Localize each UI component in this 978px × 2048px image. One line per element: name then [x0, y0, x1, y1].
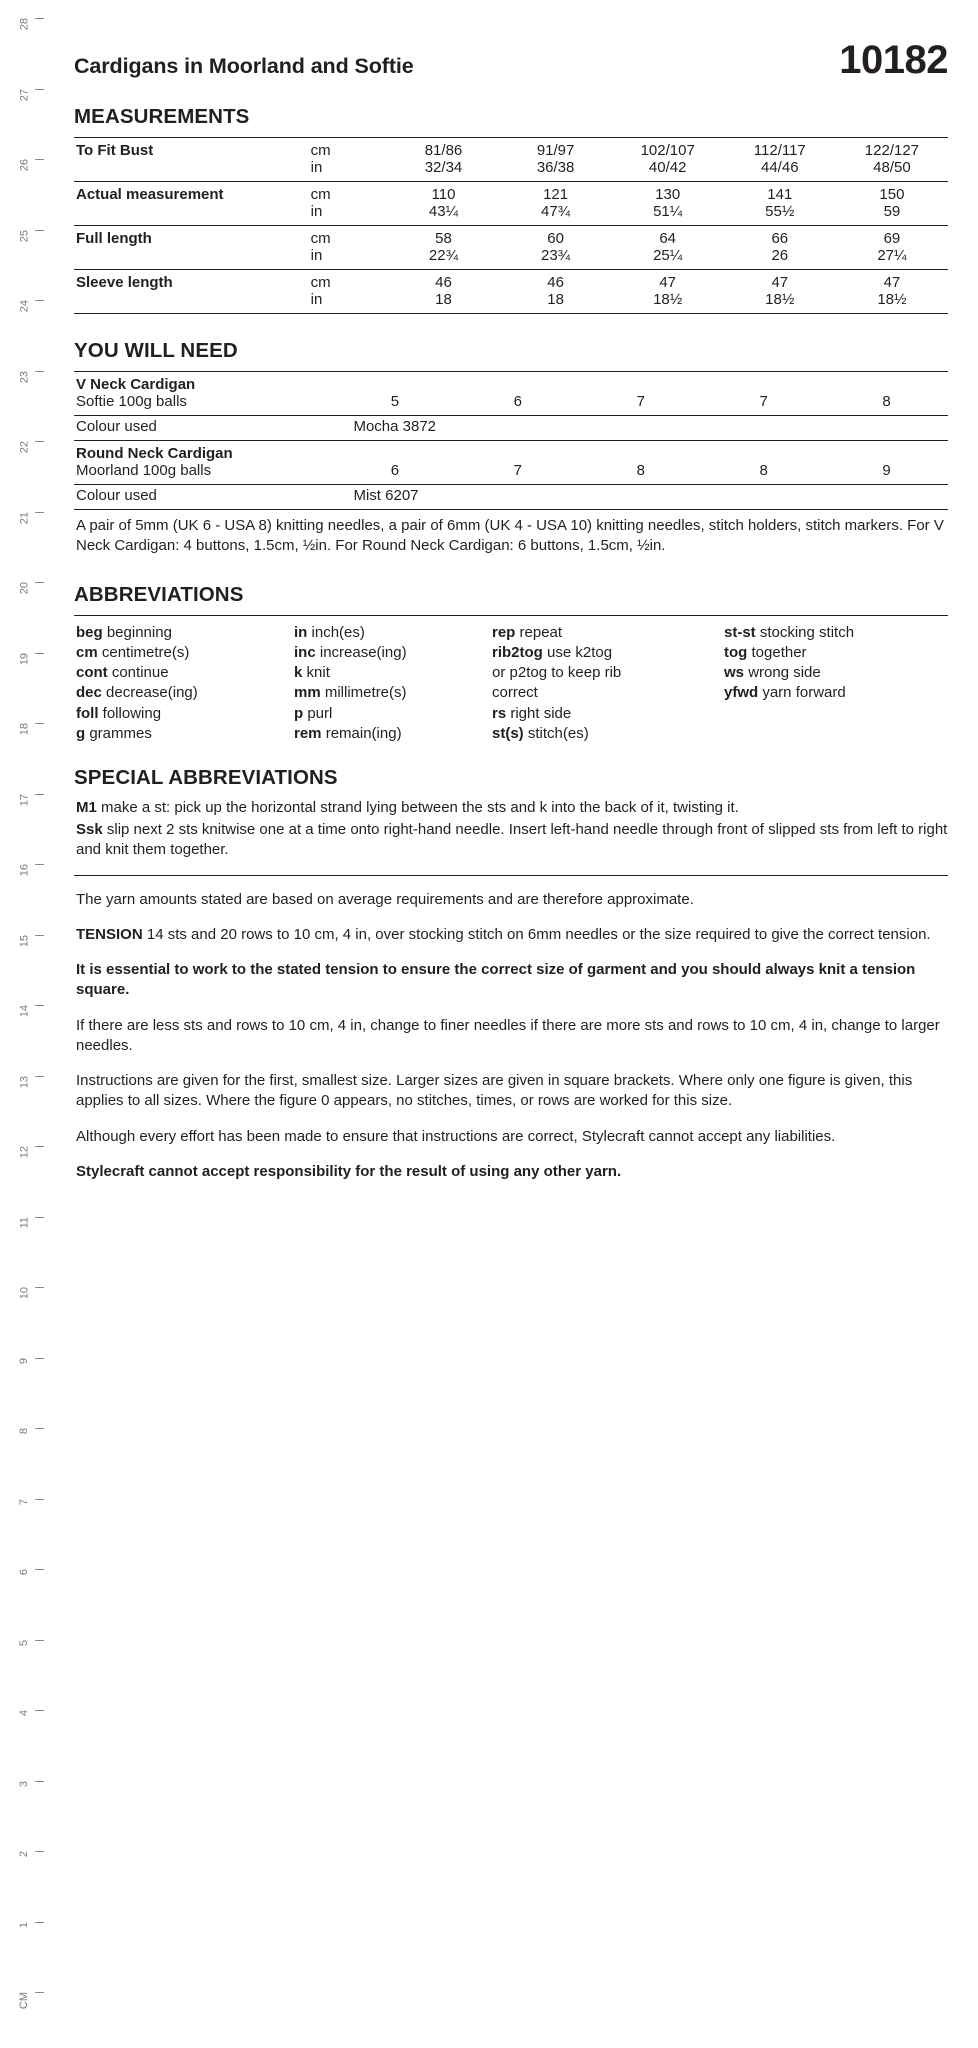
v-neck-balls: 6	[513, 393, 522, 410]
abbreviation-item	[294, 623, 490, 643]
round-neck-balls: 9	[882, 462, 891, 479]
abbreviation-item	[294, 704, 490, 724]
ruler-tick	[0, 717, 46, 736]
abbreviation-item	[76, 623, 292, 643]
table-row	[74, 462, 948, 485]
ruler-tick	[0, 929, 46, 947]
ruler-tick-label: 28	[18, 18, 30, 31]
ruler-tick-mark	[35, 1569, 44, 1570]
measurement-value: 47¾	[540, 203, 571, 220]
ruler-tick-mark	[35, 935, 44, 936]
ruler-tick-label: 21	[18, 511, 30, 524]
tension-label: TENSION	[76, 925, 143, 943]
special-abbreviation-def: slip next 2 sts knitwise one at a time onto right-hand needle. Insert left-hand needle through front of slipped sts from left to right and knit them together.	[76, 821, 948, 859]
ruler-tick-label: 15	[18, 934, 30, 947]
abbreviation-item	[76, 683, 292, 703]
abbreviation-item	[492, 683, 722, 703]
abbreviation-item	[492, 724, 722, 744]
ruler-tick-mark	[35, 18, 44, 19]
abbreviation-item	[294, 663, 490, 683]
abbreviation-def: grammes	[89, 724, 152, 742]
note-needle-size: If there are less sts and rows to 10 cm, 4 in, change to finer needles if there are more sts and rows to 10 cm, 4 in, change to larger needles.	[76, 1016, 940, 1054]
measurement-value: 112/117	[724, 138, 836, 160]
general-notes	[74, 876, 948, 1183]
ruler-tick-label: 19	[18, 652, 30, 665]
abbreviation-term: cont	[76, 664, 108, 682]
ruler-tick	[0, 153, 46, 172]
unit-cm: cm	[311, 138, 388, 160]
ruler-tick	[0, 1845, 46, 1859]
ruler-tick-label: 17	[18, 793, 30, 806]
round-neck-colour-value: Mist 6207	[333, 485, 948, 510]
abbreviation-def: right side	[510, 704, 572, 722]
ruler-tick-mark	[35, 89, 44, 90]
abbreviation-term: beg	[76, 623, 103, 641]
table-row	[74, 485, 948, 510]
measurement-label: Actual measurement	[74, 182, 311, 226]
abbreviation-def: yarn forward	[762, 684, 846, 702]
ruler-tick-mark	[35, 864, 44, 865]
page-title: Cardigans in Moorland and Softie	[74, 54, 414, 78]
ruler-tick	[0, 1422, 46, 1436]
ruler-tick	[0, 999, 46, 1018]
measurement-value: 48/50	[873, 159, 911, 176]
abbreviation-def: decrease(ing)	[106, 684, 198, 702]
ruler-tick-label: CM	[18, 1992, 30, 2010]
ruler-tick-mark	[35, 1076, 44, 1077]
special-abbreviations-list	[74, 798, 948, 861]
note-liability: Although every effort has been made to ensure that instructions are correct, Stylecraft cannot accept any liabilities.	[76, 1127, 836, 1145]
table-row	[74, 393, 948, 416]
abbreviation-term: st-st	[724, 623, 756, 641]
v-neck-yarn-label: Softie 100g balls	[76, 393, 187, 410]
unit-in: in	[310, 291, 323, 308]
abbreviation-item	[492, 663, 722, 683]
abbreviation-def: stocking stitch	[759, 623, 855, 641]
ruler-tick-mark	[35, 582, 44, 583]
abbreviation-def: use k2tog	[542, 644, 613, 662]
measurement-value: 25¼	[653, 247, 683, 264]
ruler-strip	[0, 0, 46, 2048]
measurement-value: 44/46	[761, 159, 799, 176]
ruler-tick-mark	[35, 441, 44, 442]
measurement-value: 130	[612, 182, 724, 204]
ruler-tick	[0, 1211, 46, 1228]
table-row	[74, 138, 948, 160]
table-row	[74, 416, 948, 441]
abbreviation-item	[724, 623, 942, 643]
abbreviation-item	[76, 704, 292, 724]
measurement-value: 18	[435, 291, 452, 308]
ruler-tick	[0, 1140, 46, 1159]
special-abbreviation-item	[76, 798, 948, 818]
table-row	[74, 226, 948, 248]
abbreviation-term: g	[76, 724, 86, 742]
abbreviation-term: mm	[294, 684, 321, 702]
v-neck-title: V Neck Cardigan	[74, 372, 948, 394]
abbreviation-def: inch(es)	[311, 623, 365, 641]
measurement-value: 27¼	[877, 247, 907, 264]
measurement-value: 51¼	[653, 203, 683, 220]
ruler-tick-label: 9	[18, 1357, 30, 1364]
ruler-tick-label: 24	[18, 300, 30, 313]
round-neck-colour-label: Colour used	[74, 485, 333, 510]
measurements-table	[74, 137, 948, 314]
ruler-tick	[0, 1352, 46, 1366]
abbreviation-def: or p2tog to keep rib	[492, 664, 622, 682]
ruler-tick-mark	[35, 1851, 44, 1852]
ruler-tick-label: 10	[18, 1287, 30, 1300]
abbreviation-term: inc	[294, 644, 316, 662]
abbreviation-term: foll	[76, 704, 99, 722]
ruler-tick-mark	[35, 1005, 44, 1006]
special-abbreviation-term: Ssk	[76, 821, 103, 839]
ruler-tick-label: 26	[18, 159, 30, 172]
ruler-tick-mark	[35, 1781, 44, 1782]
abbreviations-heading: ABBREVIATIONS	[74, 582, 244, 606]
ruler-tick-label: 11	[18, 1216, 30, 1228]
abbreviation-term: rs	[492, 704, 507, 722]
abbreviations-list	[74, 615, 948, 744]
abbreviation-item	[294, 724, 490, 744]
unit-cm: cm	[311, 226, 388, 248]
ruler-tick	[0, 1281, 46, 1300]
abbreviation-def: knit	[306, 664, 330, 682]
abbreviations-column	[490, 623, 722, 744]
ruler-tick-mark	[35, 230, 44, 231]
round-neck-balls: 7	[513, 462, 522, 479]
abbreviation-item	[492, 623, 722, 643]
special-abbreviation-item	[76, 820, 948, 861]
ruler-tick-label: 6	[18, 1569, 30, 1576]
abbreviation-def: following	[102, 704, 162, 722]
ruler-tick-label: 23	[18, 370, 30, 383]
ruler-tick	[0, 83, 46, 101]
special-abbreviation-def: make a st: pick up the horizontal strand lying between the sts and k into the back of it, twisting it.	[96, 798, 739, 816]
measurement-value: 32/34	[424, 159, 463, 176]
abbreviation-item	[76, 643, 292, 663]
abbreviation-item	[724, 683, 942, 703]
abbreviation-term: dec	[76, 684, 102, 702]
measurement-value: 66	[724, 226, 836, 248]
ruler-tick-label: 16	[18, 864, 30, 877]
abbreviation-term: p	[294, 704, 304, 722]
needles-and-notions: A pair of 5mm (UK 6 - USA 8) knitting needles, a pair of 6mm (UK 4 - USA 10) knitting needles, stitch holders, stitch markers. For V Neck Cardigan: 4 buttons, 1.5cm, ½in. For Round Neck Cardigan: 6 buttons, 1.5cm, ½in.	[76, 517, 944, 554]
abbreviation-def: remain(ing)	[325, 724, 402, 742]
abbreviation-item	[724, 663, 942, 683]
ruler-tick	[0, 1493, 46, 1507]
ruler-tick	[0, 1775, 46, 1789]
table-row	[74, 441, 948, 463]
table-bottom-rule	[74, 314, 948, 315]
abbreviation-def: repeat	[519, 623, 563, 641]
ruler-tick-label: 18	[18, 723, 30, 736]
note-tension	[76, 925, 948, 945]
ruler-tick-mark	[35, 1217, 44, 1218]
abbreviation-item	[492, 643, 722, 663]
measurement-value: 47	[724, 270, 836, 292]
ruler-tick-label: 8	[18, 1428, 30, 1435]
table-row	[74, 372, 948, 394]
ruler-tick-label: 5	[18, 1639, 30, 1646]
ruler-tick-mark	[35, 1640, 44, 1641]
measurement-value: 81/86	[387, 138, 499, 160]
table-row	[74, 270, 948, 292]
note-sizes: Instructions are given for the first, smallest size. Larger sizes are given in square brackets. Where only one figure is given, this applies to all sizes. Where the figure 0 appears, no stitches, times, or rows are worked for this size.	[76, 1072, 913, 1110]
measurement-value: 47	[612, 270, 724, 292]
measurement-value: 141	[724, 182, 836, 204]
measurement-value: 69	[836, 226, 948, 248]
ruler-tick-label: 20	[18, 582, 30, 595]
v-neck-balls: 7	[636, 393, 645, 410]
ruler-tick	[0, 788, 46, 806]
measurement-value: 60	[500, 226, 612, 248]
abbreviation-def: correct	[492, 684, 538, 702]
measurement-value: 46	[500, 270, 612, 292]
measurement-value: 47	[836, 270, 948, 292]
measurement-value: 122/127	[836, 138, 948, 160]
ruler-tick-label: 13	[18, 1075, 30, 1088]
ruler-tick	[0, 647, 46, 665]
measurement-value: 26	[771, 247, 789, 264]
ruler-tick-mark	[35, 1499, 44, 1500]
measurement-value: 91/97	[500, 138, 612, 160]
measurement-value: 59	[883, 203, 901, 220]
measurement-label: Sleeve length	[74, 270, 311, 314]
abbreviation-term: ws	[724, 664, 745, 682]
ruler-tick-label: 25	[18, 229, 30, 242]
tension-text: 14 sts and 20 rows to 10 cm, 4 in, over stocking stitch on 6mm needles or the size required to give the correct tension.	[142, 925, 931, 943]
measurement-value: 18½	[765, 291, 795, 308]
ruler-tick-mark	[35, 159, 44, 160]
v-neck-balls: 5	[390, 393, 400, 410]
abbreviation-def: together	[751, 644, 807, 662]
abbreviation-term: tog	[724, 644, 748, 662]
ruler-tick	[0, 1704, 46, 1718]
abbreviation-term: k	[294, 664, 303, 682]
ruler-tick-mark	[35, 371, 44, 372]
unit-in: in	[310, 247, 323, 264]
abbreviation-item	[76, 663, 292, 683]
measurement-value: 23¾	[540, 247, 571, 264]
abbreviation-def: continue	[111, 664, 169, 682]
ruler-tick	[0, 506, 46, 524]
abbreviation-def: increase(ing)	[319, 644, 407, 662]
ruler-tick	[0, 435, 46, 454]
abbreviation-def: centimetre(s)	[101, 644, 190, 662]
ruler-tick	[0, 1563, 46, 1577]
abbreviation-term: rib2tog	[492, 644, 543, 662]
ruler-tick	[0, 12, 46, 31]
ruler-tick-label: 1	[18, 1921, 30, 1928]
unit-cm: cm	[311, 270, 388, 292]
ruler-tick	[0, 576, 46, 595]
you-will-need-heading: YOU WILL NEED	[74, 339, 238, 362]
abbreviation-item	[492, 704, 722, 724]
measurement-value: 18½	[653, 291, 683, 308]
v-neck-balls: 8	[882, 393, 891, 410]
ruler-tick	[0, 224, 46, 242]
ruler-tick	[0, 365, 46, 383]
abbreviation-item	[294, 683, 490, 703]
abbreviation-term: in	[294, 623, 308, 641]
ruler-tick-mark	[35, 1710, 44, 1711]
ruler-tick-label: 3	[18, 1780, 30, 1787]
abbreviation-def: stitch(es)	[527, 724, 589, 742]
pattern-number: 10182	[839, 38, 948, 82]
special-abbreviations-heading: SPECIAL ABBREVIATIONS	[74, 765, 338, 789]
ruler-tick-mark	[35, 1287, 44, 1288]
measurement-label: To Fit Bust	[74, 138, 311, 182]
measurement-value: 22¾	[428, 247, 459, 264]
ruler-tick	[0, 858, 46, 877]
abbreviation-term: rem	[294, 724, 322, 742]
note-responsibility: Stylecraft cannot accept responsibility for the result of using any other yarn.	[76, 1162, 622, 1180]
round-neck-balls: 8	[759, 462, 768, 479]
unit-cm: cm	[311, 182, 388, 204]
measurement-value: 110	[387, 182, 499, 204]
measurement-value: 40/42	[648, 159, 687, 176]
abbreviation-item	[294, 643, 490, 663]
measurement-value: 46	[387, 270, 499, 292]
ruler-tick-mark	[35, 794, 44, 795]
measurement-value: 58	[387, 226, 499, 248]
ruler-tick	[0, 294, 46, 313]
abbreviation-def: wrong side	[748, 664, 821, 682]
round-neck-balls: 8	[636, 462, 645, 479]
you-will-need-table	[74, 371, 948, 510]
document-page	[46, 0, 978, 2048]
measurement-value: 55½	[765, 203, 795, 220]
abbreviation-term: st(s)	[492, 724, 524, 742]
round-neck-title: Round Neck Cardigan	[74, 441, 948, 463]
ruler-tick-mark	[35, 1428, 44, 1429]
ruler-tick-mark	[35, 512, 44, 513]
ruler-tick-mark	[35, 1992, 44, 1993]
document-header	[74, 0, 948, 80]
v-neck-balls: 7	[759, 393, 768, 410]
round-neck-yarn-label: Moorland 100g balls	[76, 462, 212, 479]
abbreviation-term: rep	[492, 623, 516, 641]
abbreviation-term: yfwd	[724, 684, 759, 702]
measurement-value: 36/38	[536, 159, 575, 176]
ruler-tick-label: 27	[18, 88, 30, 101]
abbreviations-column	[292, 623, 490, 744]
abbreviation-item	[76, 724, 292, 744]
measurement-value: 121	[500, 182, 612, 204]
measurement-value: 102/107	[612, 138, 724, 160]
ruler-tick-label: 2	[18, 1851, 30, 1858]
ruler-tick	[0, 1916, 46, 1930]
v-neck-colour-value: Mocha 3872	[333, 416, 948, 441]
ruler-tick-mark	[35, 653, 44, 654]
ruler-tick-mark	[35, 723, 44, 724]
ruler-tick-label: 4	[18, 1710, 30, 1717]
abbreviation-term: cm	[76, 644, 98, 662]
abbreviation-def: beginning	[106, 623, 172, 641]
abbreviations-column	[74, 623, 292, 744]
abbreviation-def: purl	[307, 704, 333, 722]
ruler-tick-mark	[35, 300, 44, 301]
measurements-heading: MEASUREMENTS	[74, 105, 250, 128]
unit-in: in	[310, 203, 323, 220]
note-essential-tension: It is essential to work to the stated tension to ensure the correct size of garment and you should always knit a tension square.	[76, 961, 916, 999]
ruler-tick-mark	[35, 1358, 44, 1359]
ruler-tick-mark	[35, 1146, 44, 1147]
ruler-tick	[0, 1986, 46, 2010]
table-row	[74, 182, 948, 204]
measurement-value: 43¼	[428, 203, 459, 220]
abbreviation-item	[724, 643, 942, 663]
ruler-tick-label: 22	[18, 441, 30, 454]
measurement-label: Full length	[74, 226, 311, 270]
v-neck-colour-label: Colour used	[74, 416, 333, 441]
unit-in: in	[310, 159, 323, 176]
ruler-tick	[0, 1634, 46, 1648]
measurement-value: 64	[612, 226, 724, 248]
measurement-value: 18	[547, 291, 564, 308]
special-abbreviation-term: M1	[76, 798, 97, 816]
ruler-tick-label: 7	[18, 1498, 30, 1505]
ruler-tick-label: 14	[18, 1005, 30, 1018]
measurement-value: 18½	[877, 291, 907, 308]
abbreviations-column	[722, 623, 942, 744]
ruler-tick	[0, 1070, 46, 1088]
measurement-value: 150	[836, 182, 948, 204]
abbreviation-def: millimetre(s)	[324, 684, 407, 702]
ruler-tick-mark	[35, 1922, 44, 1923]
round-neck-balls: 6	[390, 462, 400, 479]
note-yarn-amounts: The yarn amounts stated are based on average requirements and are therefore approximate.	[76, 890, 694, 908]
ruler-tick-label: 12	[18, 1146, 30, 1159]
